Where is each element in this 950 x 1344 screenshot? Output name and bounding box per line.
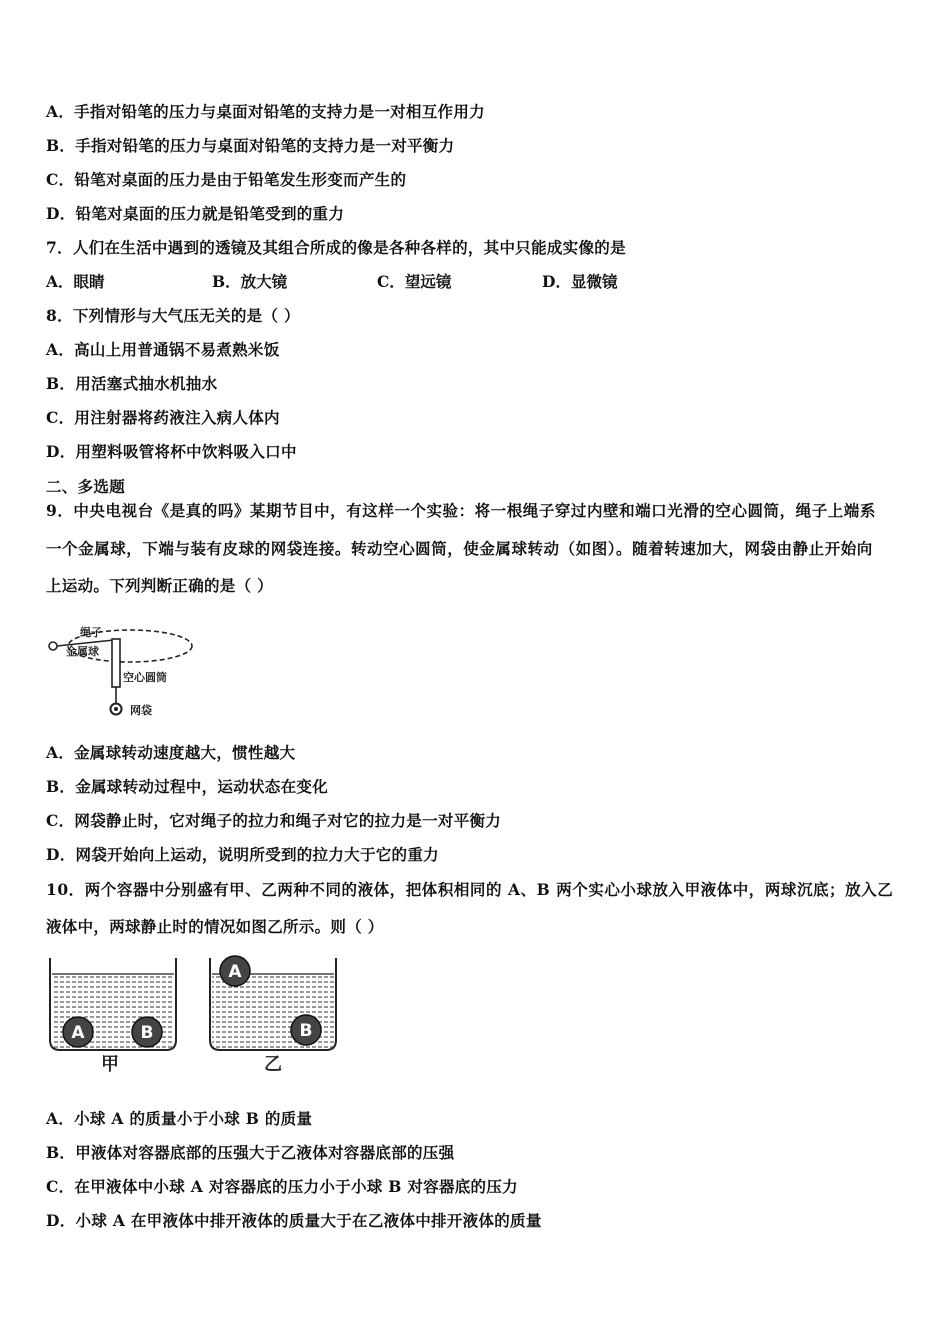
q6-option-a: A．手指对铅笔的压力与桌面对铅笔的支持力是一对相互作用力	[46, 102, 485, 121]
q8-stem: 8．下列情形与大气压无关的是（ ）	[46, 306, 300, 325]
q10-stem-line-2: 液体中，两球静止时的情况如图乙所示。则（ ）	[46, 917, 384, 936]
q6-option-d: D．铅笔对桌面的压力就是铅笔受到的重力	[46, 204, 345, 223]
section-title-multiple-choice: 二、多选题	[46, 477, 126, 496]
q9-option-c: C．网袋静止时，它对绳子的拉力和绳子对它的拉力是一对平衡力	[46, 811, 502, 830]
ball-a-label-yi: A	[228, 962, 242, 982]
q9-stem-line-1: 9．中央电视台《是真的吗》某期节目中，有这样一个实验：将一根绳子穿过内壁和端口光滑的空心圆筒，绳子上端系	[46, 501, 876, 520]
q8-option-a: A．高山上用普通锅不易煮熟米饭	[46, 340, 280, 359]
q7-stem: 7．人们在生活中遇到的透镜及其组合所成的像是各种各样的，其中只能成实像的是	[46, 238, 626, 257]
label-hollow-tube: 空心圆筒	[123, 671, 167, 684]
q8-option-b: B．用活塞式抽水机抽水	[46, 374, 218, 393]
ball-a-label-jia: A	[71, 1023, 85, 1043]
q10-option-c: C．在甲液体中小球 A 对容器底的压力小于小球 B 对容器底的压力	[46, 1177, 518, 1196]
q9-option-d: D．网袋开始向上运动，说明所受到的拉力大于它的重力	[46, 845, 439, 864]
label-net-bag: 网袋	[130, 704, 152, 717]
ball-b-label-yi: B	[299, 1021, 313, 1041]
label-metal-ball: 金属球	[66, 645, 99, 658]
q7-option-d: D．显微镜	[542, 272, 618, 291]
net-bag-core	[114, 707, 118, 711]
metal-ball	[49, 642, 57, 650]
container-yi	[210, 956, 336, 1075]
q9-figure-rotating-ball	[40, 615, 200, 725]
q10-option-a: A．小球 A 的质量小于小球 B 的质量	[46, 1109, 313, 1128]
ball-b-label-jia: B	[140, 1023, 154, 1043]
q10-option-b: B．甲液体对容器底部的压强大于乙液体对容器底部的压强	[46, 1143, 455, 1162]
container-jia	[50, 958, 176, 1075]
q10-figure-containers	[42, 950, 352, 1080]
q7-option-a: A．眼睛	[46, 272, 105, 291]
q9-option-a: A．金属球转动速度越大，惯性越大	[46, 743, 296, 762]
q6-option-c: C．铅笔对桌面的压力是由于铅笔发生形变而产生的	[46, 170, 407, 189]
q8-option-c: C．用注射器将药液注入病人体内	[46, 408, 280, 427]
q9-stem-line-2: 一个金属球，下端与装有皮球的网袋连接。转动空心圆筒，使金属球转动（如图）。随着转速加大，网袋由静止开始向	[46, 539, 873, 558]
label-rope: 绳子	[80, 626, 102, 639]
q7-option-c: C．望远镜	[377, 272, 452, 291]
q10-stem-line-1: 10．两个容器中分别盛有甲、乙两种不同的液体，把体积相同的 A、B 两个实心小球放入甲液体中，两球沉底；放入乙	[46, 880, 894, 899]
q9-option-b: B．金属球转动过程中，运动状态在变化	[46, 777, 329, 796]
label-jia: 甲	[101, 1054, 119, 1075]
hollow-tube	[112, 639, 120, 687]
q8-option-d: D．用塑料吸管将杯中饮料吸入口中	[46, 442, 297, 461]
q7-option-b: B．放大镜	[212, 272, 288, 291]
q10-option-d: D．小球 A 在甲液体中排开液体的质量大于在乙液体中排开液体的质量	[46, 1211, 542, 1230]
q6-option-b: B．手指对铅笔的压力与桌面对铅笔的支持力是一对平衡力	[46, 136, 455, 155]
label-yi: 乙	[264, 1054, 282, 1075]
q9-stem-line-3: 上运动。下列判断正确的是（ ）	[46, 576, 273, 595]
